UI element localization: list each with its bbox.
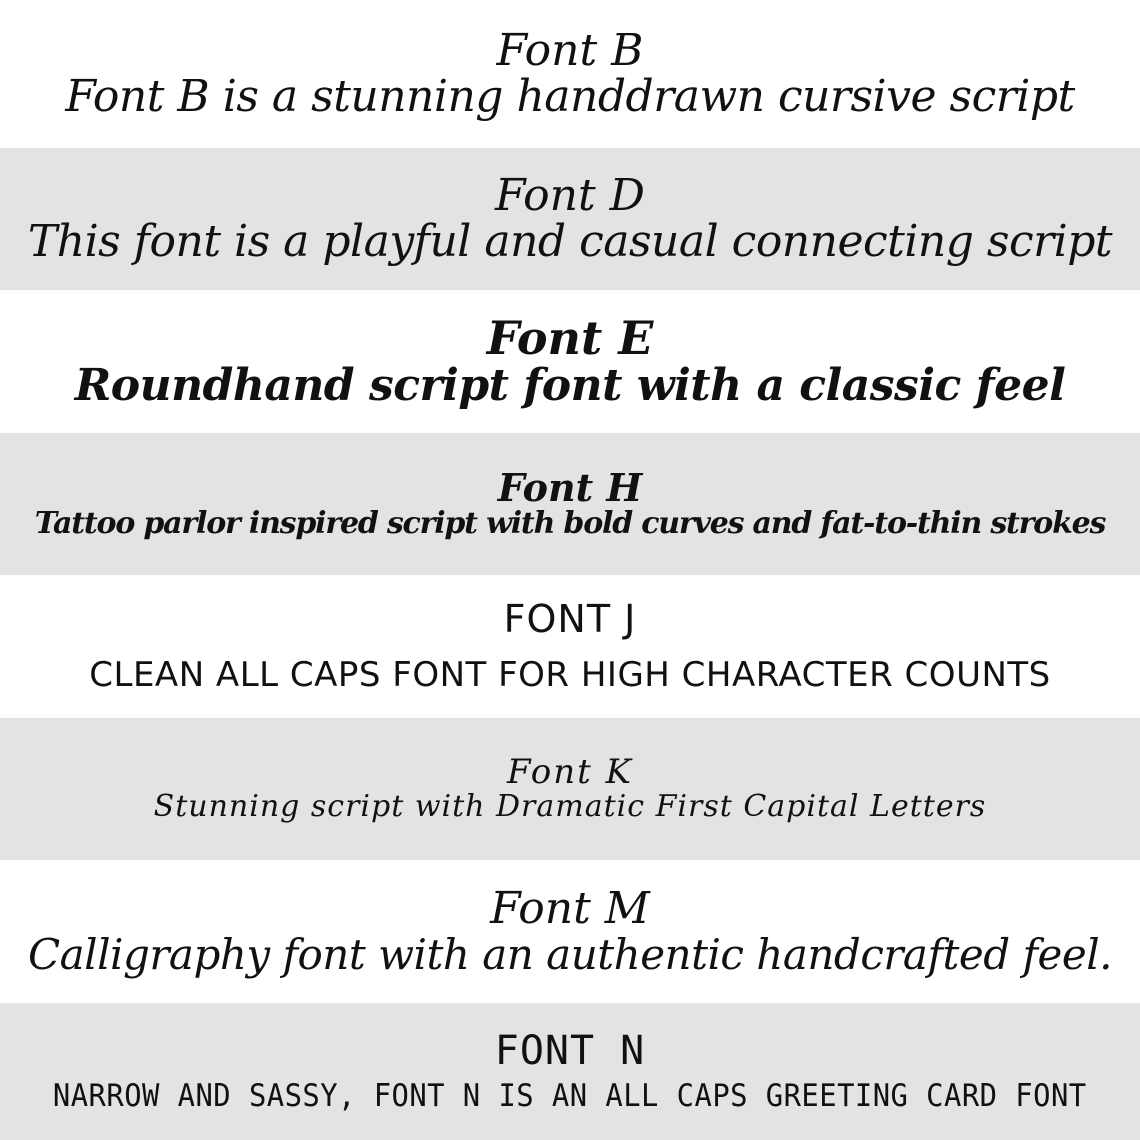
font-description: NARROW AND SASSY, FONT N IS AN ALL CAPS GREETING CARD FONT xyxy=(53,1078,1087,1115)
font-sample-k xyxy=(0,718,1140,860)
font-description: This font is a playful and casual connecting script xyxy=(27,216,1113,267)
font-description: Roundhand script font with a classic feel xyxy=(74,359,1066,411)
font-description: Calligraphy font with an authentic handcrafted feel. xyxy=(27,929,1113,979)
font-description: Stunning script with Dramatic First Capital Letters xyxy=(153,789,987,825)
font-name: Font K xyxy=(507,752,633,793)
font-sample-h xyxy=(0,433,1140,575)
font-name: Font M xyxy=(490,883,650,935)
font-name: Font H xyxy=(497,465,643,511)
font-name: FONT N xyxy=(494,1028,646,1075)
font-description: Tattoo parlor inspired script with bold curves and fat-to-thin strokes xyxy=(34,506,1106,542)
font-sample-n xyxy=(0,1003,1140,1140)
font-sample-e xyxy=(0,290,1140,433)
font-description: Font B is a stunning handdrawn cursive script xyxy=(65,71,1075,122)
font-name: Font E xyxy=(486,311,654,366)
font-sample-j xyxy=(0,575,1140,718)
font-sample-d xyxy=(0,148,1140,290)
font-name: Font D xyxy=(495,169,645,221)
font-name: FONT J xyxy=(503,596,637,641)
font-sample-m xyxy=(0,860,1140,1003)
font-name: Font B xyxy=(496,24,644,76)
font-description: CLEAN ALL CAPS FONT FOR HIGH CHARACTER COUNTS xyxy=(89,654,1051,695)
font-sample-b xyxy=(0,0,1140,148)
